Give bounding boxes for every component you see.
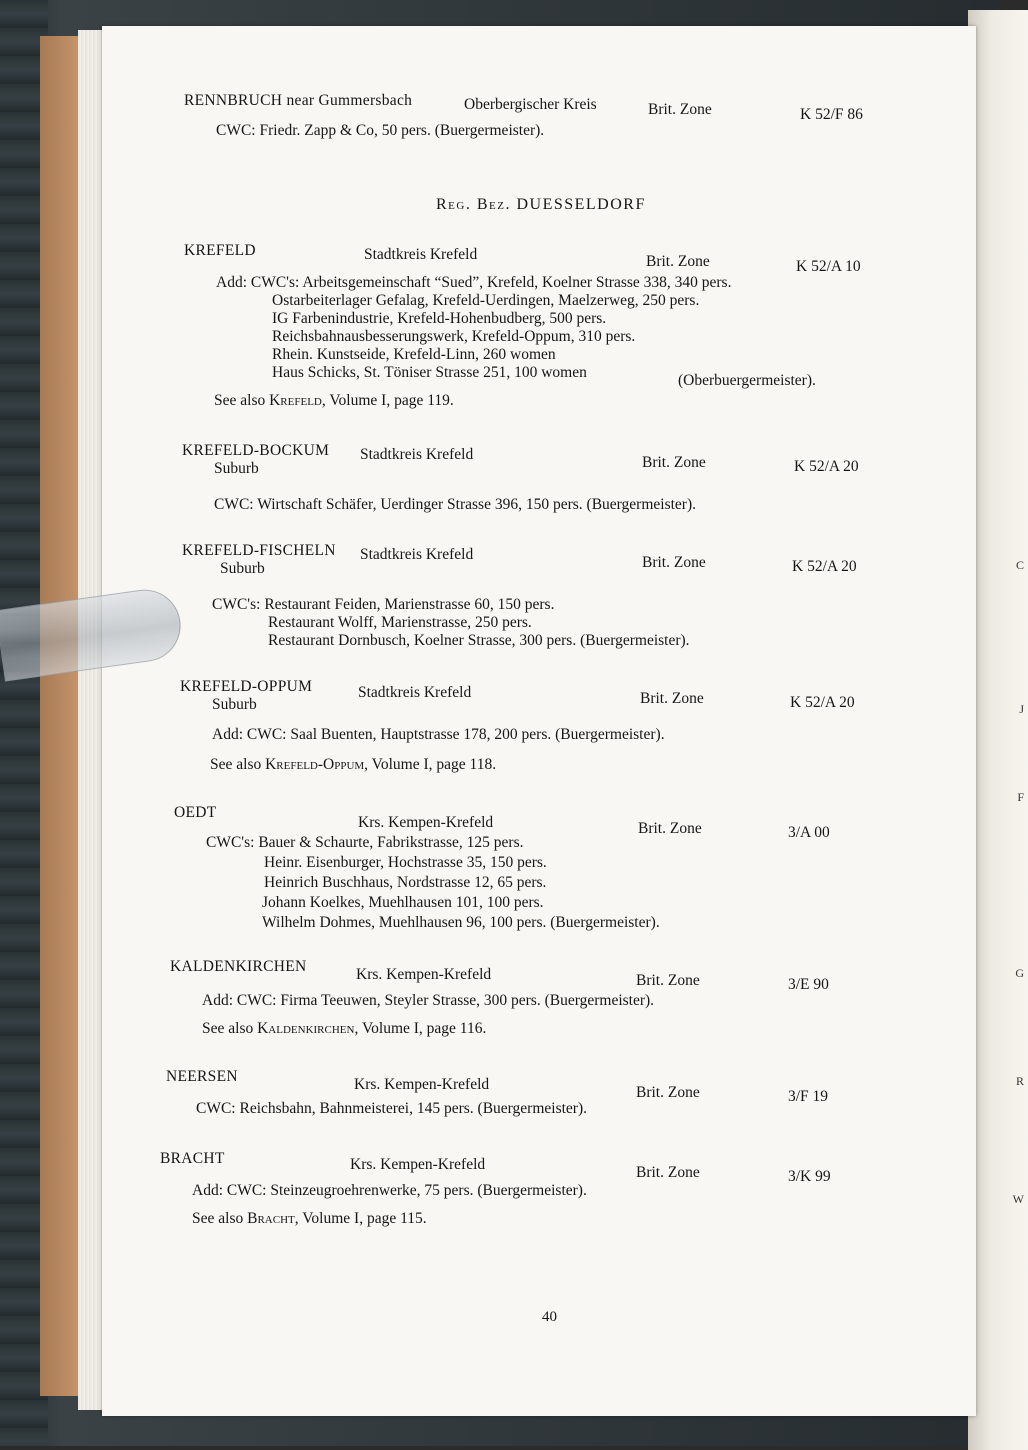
kreis: Stadtkreis Krefeld: [358, 684, 472, 701]
see-also-page: Volume I, page 116.: [361, 1020, 487, 1037]
place-name: OEDT: [174, 804, 217, 821]
cwc-line: Ostarbeiterlager Gefalag, Krefeld-Uerdingen, Maelzerweg, 250 pers.: [272, 292, 700, 309]
grid-ref: K 52/A 20: [790, 694, 855, 711]
zone: Brit. Zone: [636, 1084, 700, 1101]
grid-ref: 3/K 99: [788, 1168, 831, 1185]
grid-ref: K 52/F 86: [800, 106, 863, 123]
see-also: [210, 756, 496, 774]
page-number: 40: [542, 1309, 557, 1325]
see-also-prefix: See also: [202, 1020, 254, 1037]
kreis: Stadtkreis Krefeld: [360, 446, 474, 463]
cwc-line: Add: CWC: Firma Teeuwen, Steyler Strasse, 300 pers. (Buergermeister).: [202, 992, 655, 1009]
place-name: NEERSEN: [166, 1068, 238, 1085]
see-also-prefix: See also: [214, 392, 266, 409]
grid-ref: K 52/A 10: [796, 258, 861, 275]
kreis: Krs. Kempen-Krefeld: [350, 1156, 486, 1173]
edge-letter: J: [1019, 702, 1024, 716]
see-also-prefix: See also: [210, 756, 262, 773]
suburb-label: Suburb: [214, 460, 259, 477]
cwc-line: CWC's: Bauer & Schaurte, Fabrikstrasse, 125 pers.: [206, 834, 524, 851]
zone: Brit. Zone: [638, 820, 702, 837]
cwc-line: CWC: Friedr. Zapp & Co, 50 pers. (Buergermeister).: [216, 122, 545, 139]
cwc-line: Johann Koelkes, Muehlhausen 101, 100 pers.: [262, 894, 544, 911]
source-note: (Oberbuergermeister).: [678, 372, 816, 389]
see-also-ref: Krefeld,: [269, 392, 326, 409]
place-name: KREFELD-OPPUM: [180, 678, 313, 695]
place-name: KREFELD: [184, 242, 256, 259]
see-also-ref: Bracht,: [247, 1210, 299, 1227]
see-also: [214, 392, 454, 410]
cwc-line: Reichsbahnausbesserungswerk, Krefeld-Oppum, 310 pers.: [272, 328, 636, 345]
kreis: Krs. Kempen-Krefeld: [356, 966, 492, 983]
cwc-line: Heinrich Buschhaus, Nordstrasse 12, 65 pers.: [264, 874, 547, 891]
see-also-prefix: See also: [192, 1210, 244, 1227]
kreis: Stadtkreis Krefeld: [364, 246, 478, 263]
see-also: [202, 1020, 486, 1038]
zone: Brit. Zone: [640, 690, 704, 707]
suburb-label: Suburb: [220, 560, 265, 577]
cwc-line: IG Farbenindustrie, Krefeld-Hohenbudberg, 500 pers.: [272, 310, 607, 327]
edge-letter: C: [1015, 558, 1024, 572]
grid-ref: 3/E 90: [788, 976, 829, 993]
document-page: [102, 26, 976, 1416]
zone: Brit. Zone: [636, 1164, 700, 1181]
cwc-line: CWC: Reichsbahn, Bahnmeisterei, 145 pers. (Buergermeister).: [196, 1100, 587, 1117]
cwc-line: Wilhelm Dohmes, Muehlhausen 96, 100 pers. (Buergermeister).: [262, 914, 660, 931]
cwc-line: Restaurant Dornbusch, Koelner Strasse, 300 pers. (Buergermeister).: [268, 632, 690, 649]
see-also-page: Volume I, page 118.: [371, 756, 497, 773]
zone: Brit. Zone: [646, 253, 710, 270]
section-name: DUESSELDORF: [516, 196, 646, 213]
grid-ref: K 52/A 20: [794, 458, 859, 475]
edge-letter: G: [1015, 966, 1024, 980]
place-name: KREFELD-FISCHELN: [182, 542, 336, 559]
section-heading: [436, 196, 646, 214]
see-also-ref: Kaldenkirchen,: [257, 1020, 359, 1037]
cwc-line: Add: CWC: Saal Buenten, Hauptstrasse 178, 200 pers. (Buergermeister).: [212, 726, 665, 743]
cwc-line: Add: CWC's: Arbeitsgemeinschaft “Sued”, Krefeld, Koelner Strasse 338, 340 pers.: [216, 274, 732, 291]
place-name: KALDENKIRCHEN: [170, 958, 307, 975]
suburb-label: Suburb: [212, 696, 257, 713]
place-name: KREFELD-BOCKUM: [182, 442, 330, 459]
section-prefix: Reg. Bez.: [436, 196, 511, 213]
cwc-line: Haus Schicks, St. Töniser Strasse 251, 100 women: [272, 364, 587, 381]
place-name: RENNBRUCH near Gummersbach: [184, 92, 413, 109]
grid-ref: K 52/A 20: [792, 558, 857, 575]
see-also-page: Volume I, page 115.: [302, 1210, 427, 1227]
edge-letter: R: [1015, 1074, 1024, 1088]
zone: Brit. Zone: [648, 101, 712, 118]
see-also-ref: Krefeld-Oppum,: [265, 756, 369, 773]
zone: Brit. Zone: [642, 554, 706, 571]
edge-letter: F: [1017, 790, 1024, 804]
see-also-page: Volume I, page 119.: [329, 392, 454, 409]
cwc-line: Add: CWC: Steinzeugroehrenwerke, 75 pers. (Buergermeister).: [192, 1182, 587, 1199]
cwc-line: Rhein. Kunstseide, Krefeld-Linn, 260 women: [272, 346, 556, 363]
cwc-line: CWC's: Restaurant Feiden, Marienstrasse 60, 150 pers.: [212, 596, 555, 613]
edge-letter: W: [1012, 1192, 1024, 1206]
cwc-line: CWC: Wirtschaft Schäfer, Uerdinger Strasse 396, 150 pers. (Buergermeister).: [214, 496, 696, 513]
grid-ref: 3/A 00: [788, 824, 830, 841]
cwc-line: Restaurant Wolff, Marienstrasse, 250 pers.: [268, 614, 532, 631]
facing-page-edge: [968, 10, 1028, 1450]
kreis: Krs. Kempen-Krefeld: [354, 1076, 490, 1093]
kreis: Stadtkreis Krefeld: [360, 546, 474, 563]
kreis: Krs. Kempen-Krefeld: [358, 814, 494, 831]
zone: Brit. Zone: [636, 972, 700, 989]
place-name: BRACHT: [160, 1150, 225, 1167]
zone: Brit. Zone: [642, 454, 706, 471]
kreis: Oberbergischer Kreis: [464, 96, 597, 113]
cwc-line: Heinr. Eisenburger, Hochstrasse 35, 150 pers.: [264, 854, 547, 871]
grid-ref: 3/F 19: [788, 1088, 829, 1105]
see-also: [192, 1210, 427, 1228]
